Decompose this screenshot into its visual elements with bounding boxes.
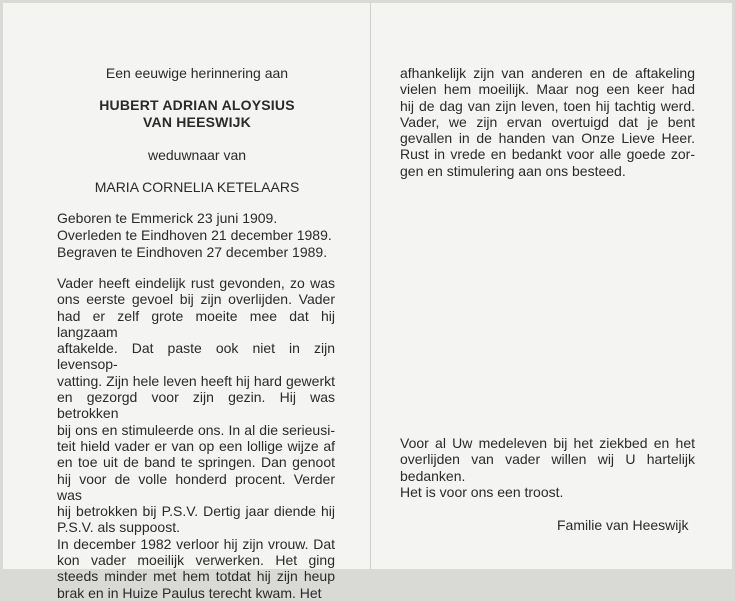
tribute-line: vielen hem moeilijk. Maar nog een keer had	[400, 81, 695, 98]
thanks-line: bedanken.	[400, 467, 466, 484]
intro-text: Een eeuwige herinnering aan	[105, 65, 289, 81]
thanks-line: overlijden van vader willen wij U hartelijk	[400, 451, 695, 468]
tribute-line: afhankelijk zijn van anderen en de aftakeling	[400, 65, 695, 81]
memorial-card	[3, 3, 732, 601]
tribute-line: en toe uit de band te springen. Dan genoot	[57, 454, 335, 471]
tribute-text	[57, 275, 335, 601]
tribute-line: kon vader moeilijk verwerken. Het ging	[57, 552, 335, 569]
tribute-line: gen en stimulering aan ons besteed.	[400, 162, 626, 179]
tribute-line: hij voor de volle honderd procent. Verder was	[57, 470, 335, 503]
tribute-line: aftakelde. Dat paste ook niet in zijn levensop-	[57, 340, 335, 373]
tribute-continuation	[400, 65, 695, 179]
birth-date: Geboren te Emmerick 23 juni 1909.	[57, 210, 278, 226]
tribute-line: brak en in Huize Paulus terecht kwam. Het	[57, 584, 322, 601]
tribute-line: Vader, we zijn ervan overtuigd dat je bent	[400, 113, 695, 130]
thanks-line: Het is voor ons een troost.	[400, 483, 564, 500]
family-signature: Familie van Heeswijk	[557, 517, 689, 533]
card-fold-line	[370, 3, 371, 569]
deceased-name-line1: HUBERT ADRIAN ALOYSIUS	[99, 97, 295, 113]
tribute-line: ons eerste gevoel bij zijn overlijden. Vader	[57, 291, 335, 308]
tribute-line: In december 1982 verloor hij zijn vrouw. Dat	[57, 535, 335, 552]
widower-of-text: weduwnaar van	[147, 147, 247, 163]
tribute-line: bij ons en stimuleerde ons. In al die serieusi-	[57, 421, 335, 438]
thanks-line: Voor al Uw medeleven bij het ziekbed en het	[400, 435, 695, 451]
burial-date: Begraven te Eindhoven 27 december 1989.	[57, 244, 328, 260]
tribute-line: Vader heeft eindelijk rust gevonden, zo was	[57, 275, 335, 291]
tribute-line: en gezorgd voor zijn gezin. Hij was betrokken	[57, 389, 335, 422]
deceased-name-line2: VAN HEESWIJK	[143, 114, 251, 130]
tribute-line: hij de dag van zijn leven, toen hij tachtig werd.	[400, 97, 695, 114]
death-date: Overleden te Eindhoven 21 december 1989.	[57, 227, 332, 243]
tribute-line: gevallen in de handen van Onze Lieve Heer.	[400, 130, 695, 147]
tribute-line: hij betrokken bij P.S.V. Dertig jaar diende hij	[57, 503, 335, 520]
tribute-line: teit hield vader er van op een lollige wijze af	[57, 437, 335, 454]
thanks-text	[400, 435, 695, 500]
tribute-line: steeds minder met hem totdat hij zijn heup	[57, 568, 335, 585]
tribute-line: Rust in vrede en bedankt voor alle goede zor-	[400, 146, 695, 163]
tribute-line: had er zelf grote moeite mee dat hij langzaam	[57, 307, 335, 340]
tribute-line: vatting. Zijn hele leven heeft hij hard gewerkt	[57, 372, 335, 389]
tribute-line: P.S.V. als suppoost.	[57, 519, 180, 536]
spouse-name: MARIA CORNELIA KETELAARS	[94, 179, 300, 195]
